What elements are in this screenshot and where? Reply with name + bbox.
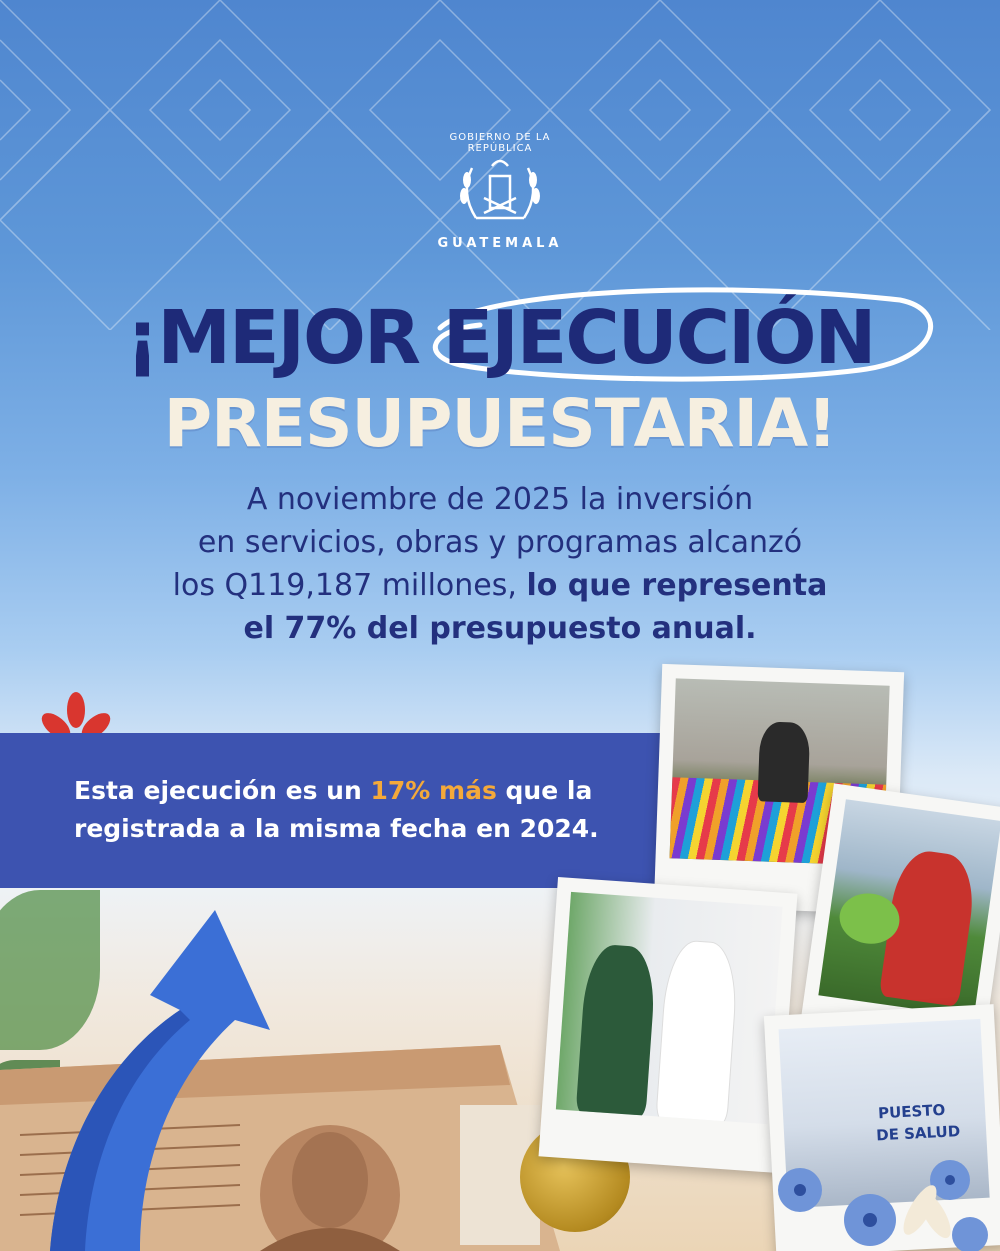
band-part-2: que la bbox=[496, 776, 593, 805]
band-part-1: Esta ejecución es un bbox=[74, 776, 371, 805]
students-photo bbox=[556, 892, 783, 1124]
band-text bbox=[74, 772, 674, 848]
headline-line-1 bbox=[0, 295, 1000, 381]
headline-part-2: EJECUCIÓN bbox=[442, 295, 875, 381]
headline-part-1: ¡MEJOR bbox=[125, 295, 443, 381]
paragraph-line-3 bbox=[90, 564, 910, 607]
sign-line-2: DE SALUD bbox=[875, 1122, 961, 1145]
paragraph-line-3-bold: lo que representa bbox=[526, 568, 828, 603]
band-line-1 bbox=[74, 772, 674, 810]
sign-line-1: PUESTO bbox=[877, 1100, 946, 1123]
student-figure-2 bbox=[655, 939, 740, 1124]
student-figure-1 bbox=[576, 943, 658, 1117]
seal-top-text: GOBIERNO DE LA REPÚBLICA bbox=[449, 132, 551, 154]
band-line-2: registrada a la misma fecha en 2024. bbox=[74, 814, 599, 843]
paragraph-line-3-normal: los Q119,187 millones, bbox=[172, 568, 527, 603]
government-seal bbox=[420, 118, 580, 258]
headline-line-2: PRESUPUESTARIA! bbox=[163, 385, 837, 462]
growth-arrow-icon bbox=[30, 900, 330, 1251]
paragraph-line-1: A noviembre de 2025 la inversión bbox=[246, 482, 754, 517]
seal-bottom-text: GUATEMALA bbox=[437, 236, 563, 251]
weaver-figure bbox=[758, 721, 811, 803]
band-highlight: 17% más bbox=[370, 776, 497, 805]
blue-flowers-decoration bbox=[760, 1120, 1000, 1251]
paragraph-line-4 bbox=[90, 607, 910, 650]
photo-students bbox=[539, 877, 798, 1173]
paragraph-line-4-bold: el 77% del presupuesto anual. bbox=[243, 611, 757, 646]
paragraph-line-2: en servicios, obras y programas alcanzó bbox=[197, 525, 803, 560]
summary-paragraph bbox=[90, 478, 910, 650]
farmer-photo bbox=[818, 799, 1000, 1017]
